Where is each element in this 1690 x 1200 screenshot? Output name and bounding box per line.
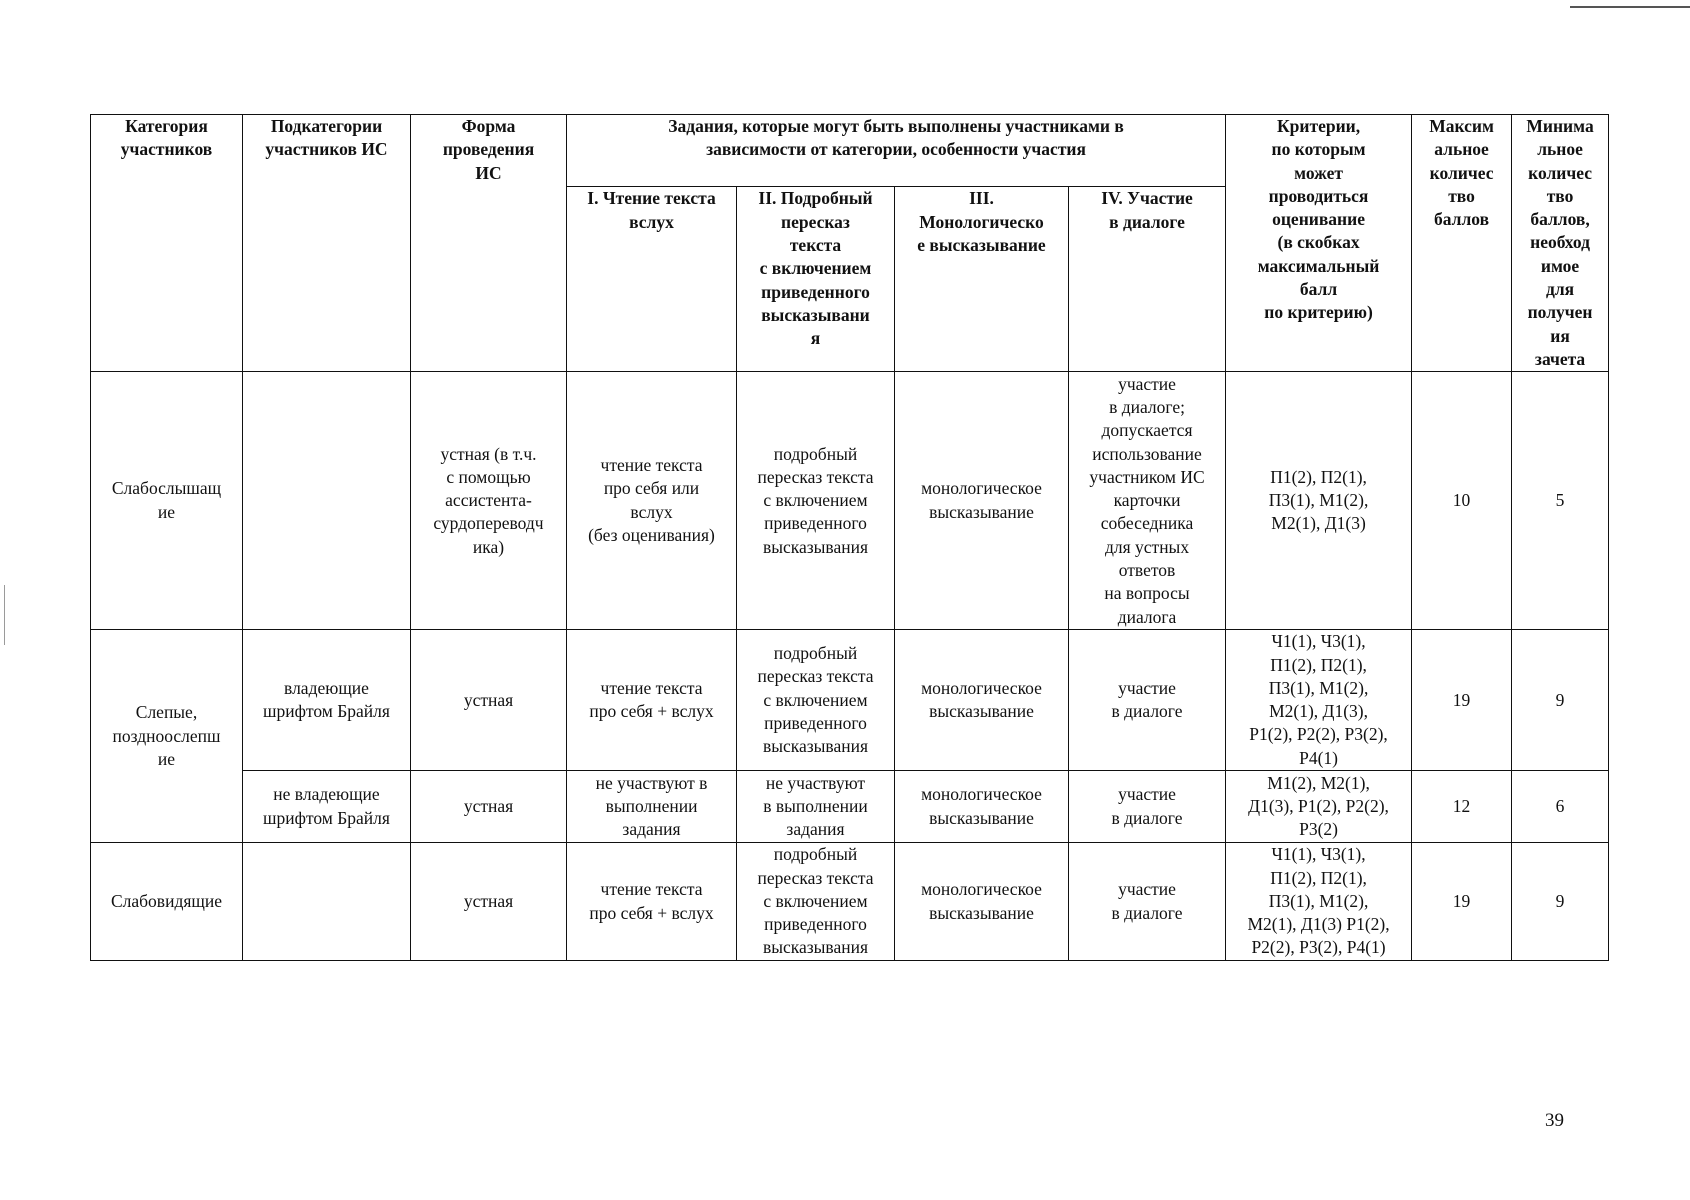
cell-min: 9	[1512, 630, 1609, 771]
cell-task-4: участие в диалоге	[1069, 630, 1226, 771]
cell-form: устная (в т.ч. с помощью ассистента- сурдопереводч ика)	[411, 372, 567, 630]
header-task-4: IV. Участие в диалоге	[1069, 187, 1226, 372]
participants-criteria-table	[90, 114, 1609, 961]
cell-form: устная	[411, 630, 567, 771]
header-max-points: Максим альное количес тво баллов	[1412, 115, 1512, 372]
cell-criteria: П1(2), П2(1), П3(1), М1(2), М2(1), Д1(3)	[1226, 372, 1412, 630]
cell-subcategory	[243, 843, 411, 961]
cell-criteria: Ч1(1), Ч3(1), П1(2), П2(1), П3(1), М1(2), М2(1), Д1(3), Р1(2), Р2(2), Р3(2), Р4(1)	[1226, 630, 1412, 771]
cell-form: устная	[411, 843, 567, 961]
cell-form: устная	[411, 771, 567, 843]
header-category: Категория участников	[91, 115, 243, 372]
cell-task-3: монологическое высказывание	[895, 372, 1069, 630]
cell-task-3: монологическое высказывание	[895, 843, 1069, 961]
header-form: Форма проведения ИС	[411, 115, 567, 372]
cell-category: Слабовидящие	[91, 843, 243, 961]
cell-criteria: Ч1(1), Ч3(1), П1(2), П2(1), П3(1), М1(2), М2(1), Д1(3) Р1(2), Р2(2), Р3(2), Р4(1)	[1226, 843, 1412, 961]
header-task-2: II. Подробный пересказ текста с включением приведенного высказывани я	[737, 187, 895, 372]
cell-category: Слабослышащ ие	[91, 372, 243, 630]
header-tasks-group: Задания, которые могут быть выполнены участниками в зависимости от категории, особенности участия	[567, 115, 1226, 187]
cell-task-1: чтение текста про себя + вслух	[567, 630, 737, 771]
cell-subcategory	[243, 372, 411, 630]
page-number: 39	[1545, 1110, 1564, 1131]
cell-max: 10	[1412, 372, 1512, 630]
table-row	[91, 372, 1609, 630]
table-row	[91, 843, 1609, 961]
cell-min: 6	[1512, 771, 1609, 843]
cell-task-3: монологическое высказывание	[895, 771, 1069, 843]
cell-task-1: не участвуют в выполнении задания	[567, 771, 737, 843]
cell-task-3: монологическое высказывание	[895, 630, 1069, 771]
header-task-1: I. Чтение текста вслух	[567, 187, 737, 372]
cell-task-4: участие в диалоге; допускается использование участником ИС карточки собеседника для устных ответов на вопросы диалога	[1069, 372, 1226, 630]
cell-task-4: участие в диалоге	[1069, 771, 1226, 843]
cell-min: 5	[1512, 372, 1609, 630]
cell-task-1: чтение текста про себя или вслух (без оценивания)	[567, 372, 737, 630]
cell-max: 19	[1412, 630, 1512, 771]
table-row	[91, 771, 1609, 843]
cell-criteria: М1(2), М2(1), Д1(3), Р1(2), Р2(2), Р3(2)	[1226, 771, 1412, 843]
cell-task-2: не участвуют в выполнении задания	[737, 771, 895, 843]
header-subcategory: Подкатегории участников ИС	[243, 115, 411, 372]
cell-task-2: подробный пересказ текста с включением приведенного высказывания	[737, 372, 895, 630]
scan-edge-line	[1570, 6, 1690, 8]
cell-subcategory: владеющие шрифтом Брайля	[243, 630, 411, 771]
cell-category: Слепые, поздноослепш ие	[91, 630, 243, 843]
cell-task-2: подробный пересказ текста с включением приведенного высказывания	[737, 630, 895, 771]
cell-task-2: подробный пересказ текста с включением приведенного высказывания	[737, 843, 895, 961]
table-row	[91, 630, 1609, 771]
cell-max: 12	[1412, 771, 1512, 843]
cell-task-4: участие в диалоге	[1069, 843, 1226, 961]
header-min-points: Минима льное количес тво баллов, необход имое для получен ия зачета	[1512, 115, 1609, 372]
cell-task-1: чтение текста про себя + вслух	[567, 843, 737, 961]
header-criteria: Критерии, по которым может проводиться оценивание (в скобках максимальный балл по критерию)	[1226, 115, 1412, 372]
cell-max: 19	[1412, 843, 1512, 961]
scan-margin-mark	[4, 585, 5, 645]
header-task-3: III. Монологическо е высказывание	[895, 187, 1069, 372]
cell-subcategory: не владеющие шрифтом Брайля	[243, 771, 411, 843]
header-row-1	[91, 115, 1609, 187]
cell-min: 9	[1512, 843, 1609, 961]
